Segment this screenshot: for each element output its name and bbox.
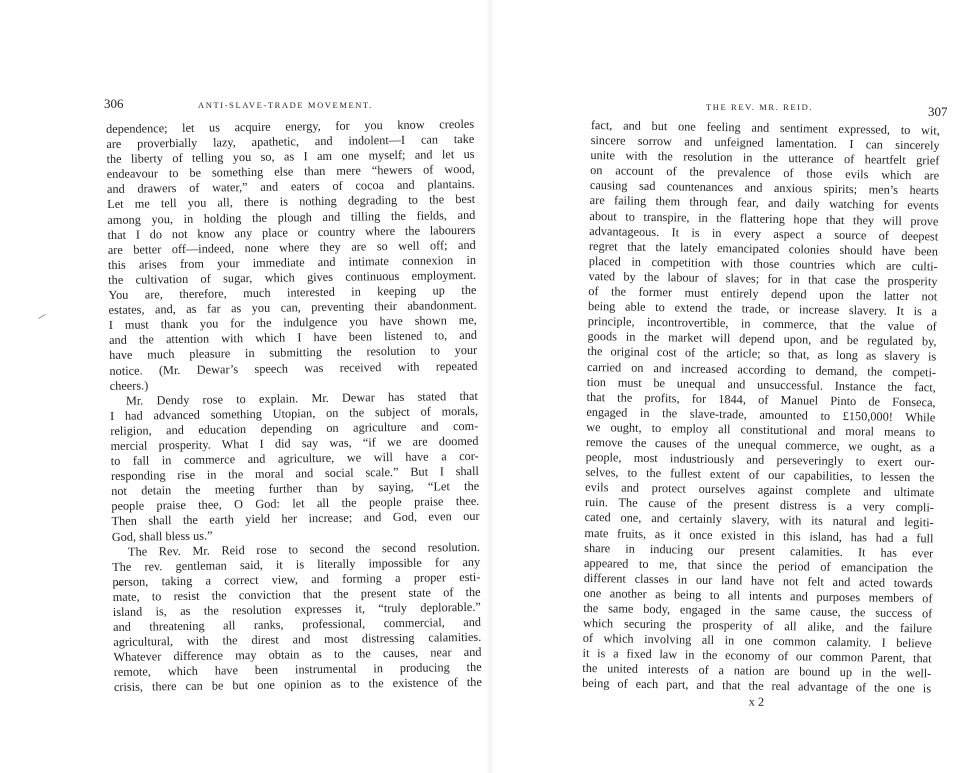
text-line: estates, and, as far as you can, preventing their abandonment.: [108, 297, 477, 318]
text-line: and threatening all ranks, professional, commercial, and: [112, 614, 482, 635]
text-line: and drawers of water,” and eaters of cocoa and plantains.: [106, 177, 476, 197]
text-line: unite with the resolution in the utterance of heartfelt grief: [590, 148, 940, 168]
text-line: carried on and increased according to demand, the competi-: [586, 359, 937, 379]
text-line: fact, and but one feeling and sentiment expressed, to wit,: [590, 118, 940, 138]
text-line: goods in the market will depend upon, and be regulated by,: [587, 329, 937, 349]
text-line: the original cost of the article; so that, as long as slavery is: [587, 344, 937, 364]
text-line: placed in competition with those countries which are culti-: [588, 253, 938, 274]
text-line: mercial prosperity. What I did say was, “if we are doomed: [110, 433, 479, 453]
text-line: island is, as the resolution expresses it, “truly deplorable.”: [112, 599, 481, 619]
left-page-body: [106, 117, 482, 696]
text-line: Mr. Dendy rose to explain. Mr. Dewar has stated that: [125, 388, 478, 408]
text-line: You are, therefore, much interested in keeping up the: [108, 282, 477, 303]
text-line: of which involving all in one common calamity. I believe: [582, 631, 932, 651]
right-running-head: THE REV. MR. REID.: [706, 102, 814, 112]
text-line: and the attention with which I have been listened to, and: [108, 328, 478, 348]
text-line: cated one, and certainly slavery, with its natural and legiti-: [584, 510, 934, 530]
text-line: the liberty of telling you so, as I am one myself; and let us: [106, 147, 475, 167]
text-line: mate, to resist the conviction that the present state of the: [112, 584, 481, 604]
text-line: cheers.): [109, 378, 149, 393]
text-line: being of each part, and that the real advantage of the one is: [582, 676, 932, 696]
text-line: share in inducing our present calamities. It has ever: [584, 540, 934, 561]
text-line: vated by the labour of slaves; for in that case the prosperity: [588, 268, 938, 289]
text-line: it is a fixed law in the economy of our common Parent, that: [582, 646, 932, 666]
text-line: Let me tell you all, there is nothing degrading to the best: [107, 192, 476, 212]
text-line: ruin. The cause of the present distress is a very compli-: [584, 495, 935, 515]
text-line: are proverbially lazy, apathetic, and indolent—I can take: [106, 131, 475, 152]
text-line: tion must be unequal and unsuccessful. Instance the fact,: [586, 374, 936, 395]
text-line: on account of the prevalence of those evils which are: [590, 163, 940, 183]
text-line: being able to extend the trade, or increase slavery. It is a: [587, 299, 938, 319]
text-line: to fall in commerce and agriculture, we will have a cor-: [110, 448, 479, 469]
signature-mark: x 2: [748, 694, 765, 709]
text-line: that I do not know any place or country where the labourers: [107, 222, 476, 242]
text-line: different classes in our land have not felt and acted towards: [583, 570, 933, 591]
text-line: remove the causes of the unequal commerce, we ought, as a: [585, 434, 935, 455]
text-line: The rev. gentleman said, it is literally impossible for any: [112, 554, 481, 574]
text-line: notice. (Mr. Dewar’s speech was received with repeated: [109, 358, 478, 378]
right-page-number: 307: [928, 104, 948, 119]
text-line: appeared to me, that since the period of emancipation the: [583, 555, 934, 576]
text-line: mate fruits, as it once existed in this island, has had a full: [584, 525, 934, 545]
text-line: we ought, to employ all constitutional and moral means to: [586, 419, 936, 440]
text-line: of the former must entirely depend upon the latter not: [588, 284, 938, 304]
text-line: dependence; let us acquire energy, for you know creoles: [106, 116, 475, 136]
text-line: among you, in holding the plough and tilling the fields, and: [107, 207, 476, 227]
right-page: [490, 0, 980, 773]
text-line: God, shall bless us.”: [111, 528, 213, 544]
text-line: selves, to the fullest extent of our capabilities, to lessen the: [585, 465, 935, 485]
right-page-body: [582, 118, 940, 712]
text-line: that the profits, for 1844, of Manuel Pinto de Fonseca,: [586, 389, 936, 410]
text-line: are failing them through fear, and daily watching for events: [589, 193, 939, 213]
margin-pencil-mark: [38, 314, 45, 319]
text-line: remote, which have been instrumental in producing the: [113, 660, 482, 680]
text-line: principle, incontrovertible, in commerce, that the value of: [587, 314, 937, 334]
left-running-head: ANTI-SLAVE-TRADE MOVEMENT.: [198, 100, 373, 110]
text-line: causing sad countenances and anxious spirits; men’s hearts: [589, 178, 940, 198]
left-page-number: 306: [104, 96, 124, 111]
text-line: engaged in the slave-trade, amounted to £150,000! While: [586, 404, 936, 425]
text-line: this arises from your immediate and intimate connexion in: [107, 252, 477, 272]
text-line: the united interests of a nation are bound up in the well-: [582, 661, 932, 681]
text-line: person, taking a correct view, and forming a proper esti-: [112, 569, 481, 589]
text-line: people, most industriously and perseveringly to exert our-: [585, 450, 935, 470]
text-line: sincere sorrow and unfeigned lamentation. I can sincerely: [590, 133, 940, 153]
text-line: I had advanced something Utopian, on the subject of morals,: [110, 403, 479, 423]
text-line: not detain the meeting further than by saying, “Let the: [111, 479, 480, 499]
text-line: responding rise in the moral and social scale.” But I shall: [110, 463, 480, 484]
text-line: Then shall the earth yield her increase; and God, even our: [111, 509, 480, 529]
text-line: the cultivation of sugar, which gives continuous employment.: [108, 267, 477, 287]
text-line: evils and protect ourselves against complete and ultimate: [585, 480, 935, 500]
text-line: endeavour to be something else than mere “hewers of wood,: [106, 162, 475, 182]
text-line: are better off—indeed, none where they are so well off; and: [107, 237, 476, 257]
text-line: religion, and education depending on agriculture and com-: [110, 418, 479, 438]
text-line: crisis, there can be but one opinion as to the existence of the: [113, 675, 482, 695]
text-line: advantageous. It is in every aspect a source of deepest: [589, 223, 939, 244]
text-line: the same body, engaged in the same cause, the success of: [583, 600, 933, 621]
text-line: about to transpire, in the flattering hope that they will prove: [589, 208, 939, 229]
text-line: The Rev. Mr. Reid rose to second the second resolution.: [127, 539, 481, 559]
text-line: regret that the lately emancipated colonies should have been: [588, 238, 939, 259]
text-line: one another as being to all intents and purposes members of: [583, 585, 933, 606]
text-line: people praise thee, O God: let all the people praise thee.: [111, 494, 480, 514]
text-line: have much pleasure in submitting the resolution to your: [109, 343, 478, 363]
text-line: which securing the prosperity of all alike, and the failure: [582, 616, 933, 636]
text-line: agricultural, with the direst and most distressing calamities.: [113, 629, 482, 650]
text-line: Whatever difference may obtain as to the causes, near and: [113, 645, 482, 665]
text-line: I must thank you for the indulgence you have shown me,: [108, 313, 477, 333]
